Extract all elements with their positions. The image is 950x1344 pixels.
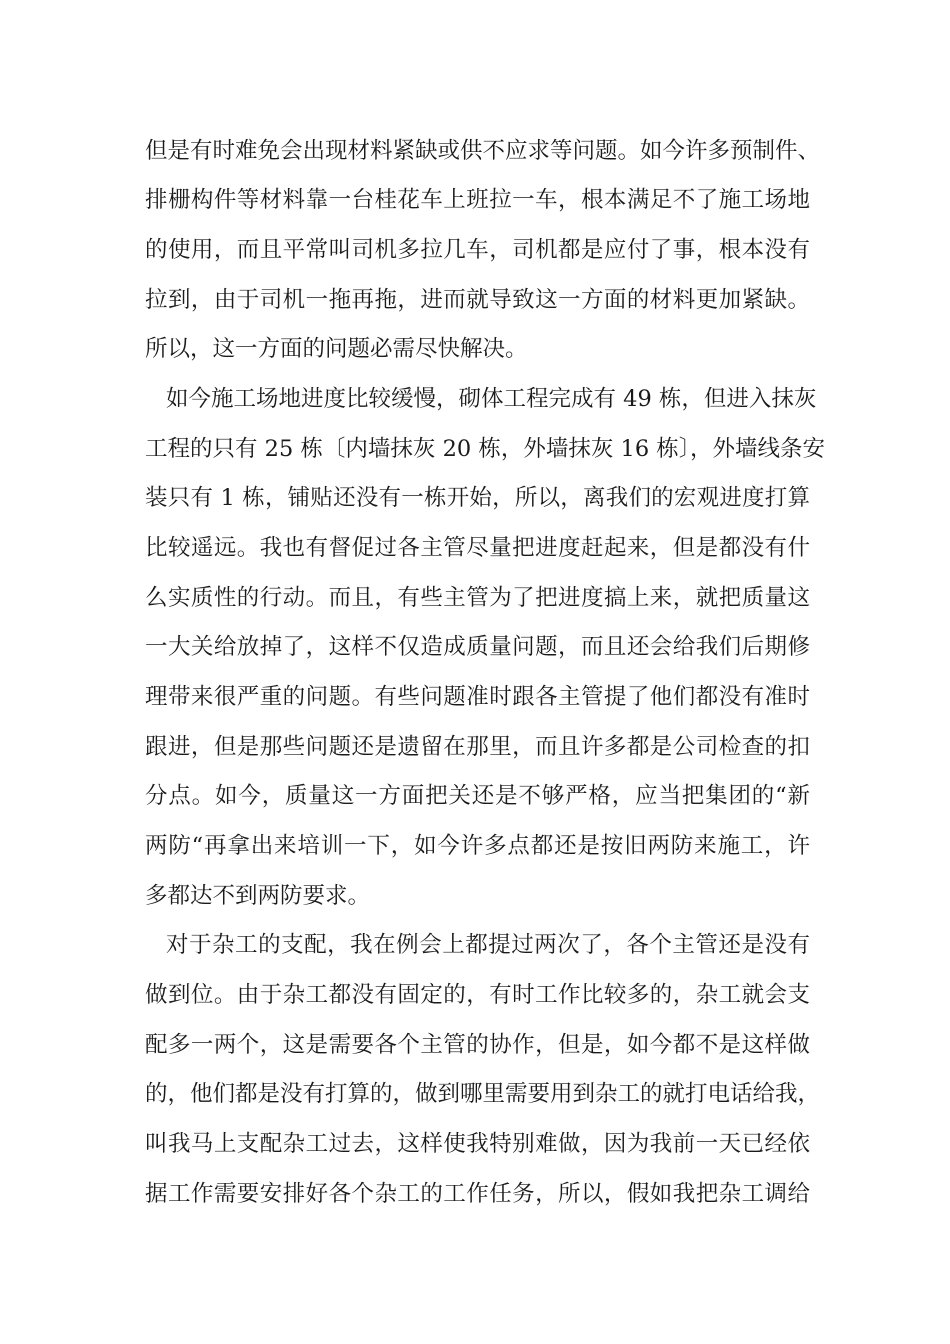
paragraph-3-line-2: 做到位。由于杂工都没有固定的，有时工作比较多的，杂工就会支: [145, 982, 810, 1008]
paragraph-3-line-1: 对于杂工的支配，我在例会上都提过两次了，各个主管还是没有: [166, 932, 810, 958]
paragraph-2-line-4: 比较遥远。我也有督促过各主管尽量把进度赶起来，但是都没有什: [145, 535, 810, 561]
paragraph-1-line-1: 但是有时难免会出现材料紧缺或供不应求等问题。如今许多预制件、: [145, 138, 821, 164]
paragraph-3-line-4: 的，他们都是没有打算的，做到哪里需要用到杂工的就打电话给我，: [145, 1081, 821, 1107]
paragraph-2-line-9: 分点。如今，质量这一方面把关还是不够严格，应当把集团的“新: [145, 783, 810, 809]
paragraph-2-line-7: 理带来很严重的问题。有些问题准时跟各主管提了他们都没有准时: [145, 684, 810, 710]
paragraph-1-line-4: 拉到，由于司机一拖再拖，进而就导致这一方面的材料更加紧缺。: [145, 287, 810, 313]
paragraph-3-line-5: 叫我马上支配杂工过去，这样使我特别难做，因为我前一天已经依: [145, 1131, 810, 1157]
paragraph-1-line-3: 的使用，而且平常叫司机多拉几车，司机都是应付了事，根本没有: [145, 237, 810, 263]
paragraph-2-line-5: 么实质性的行动。而且，有些主管为了把进度搞上来，就把质量这: [145, 585, 810, 611]
paragraph-2-line-11: 多都达不到两防要求。: [145, 883, 371, 909]
paragraph-2-line-3: 装只有 1 栋，铺贴还没有一栋开始，所以，离我们的宏观进度打算: [145, 485, 810, 511]
paragraph-3-line-6: 据工作需要安排好各个杂工的工作任务，所以，假如我把杂工调给: [145, 1181, 810, 1207]
paragraph-1-line-5: 所以，这一方面的问题必需尽快解决。: [145, 336, 528, 362]
paragraph-1-line-2: 排栅构件等材料靠一台桂花车上班拉一车，根本满足不了施工场地: [145, 187, 810, 213]
paragraph-2-line-8: 跟进，但是那些问题还是遗留在那里，而且许多都是公司检查的扣: [145, 734, 810, 760]
paragraph-2-line-10: 两防“再拿出来培训一下，如今许多点都还是按旧两防来施工，许: [145, 833, 810, 859]
paragraph-2-line-2: 工程的只有 25 栋〔内墙抹灰 20 栋，外墙抹灰 16 栋〕，外墙线条安: [145, 436, 826, 462]
paragraph-3-line-3: 配多一两个，这是需要各个主管的协作，但是，如今都不是这样做: [145, 1032, 810, 1058]
paragraph-2-line-6: 一大关给放掉了，这样不仅造成质量问题，而且还会给我们后期修: [145, 634, 810, 660]
paragraph-2-line-1: 如今施工场地进度比较缓慢，砌体工程完成有 49 栋，但进入抹灰: [166, 386, 817, 412]
